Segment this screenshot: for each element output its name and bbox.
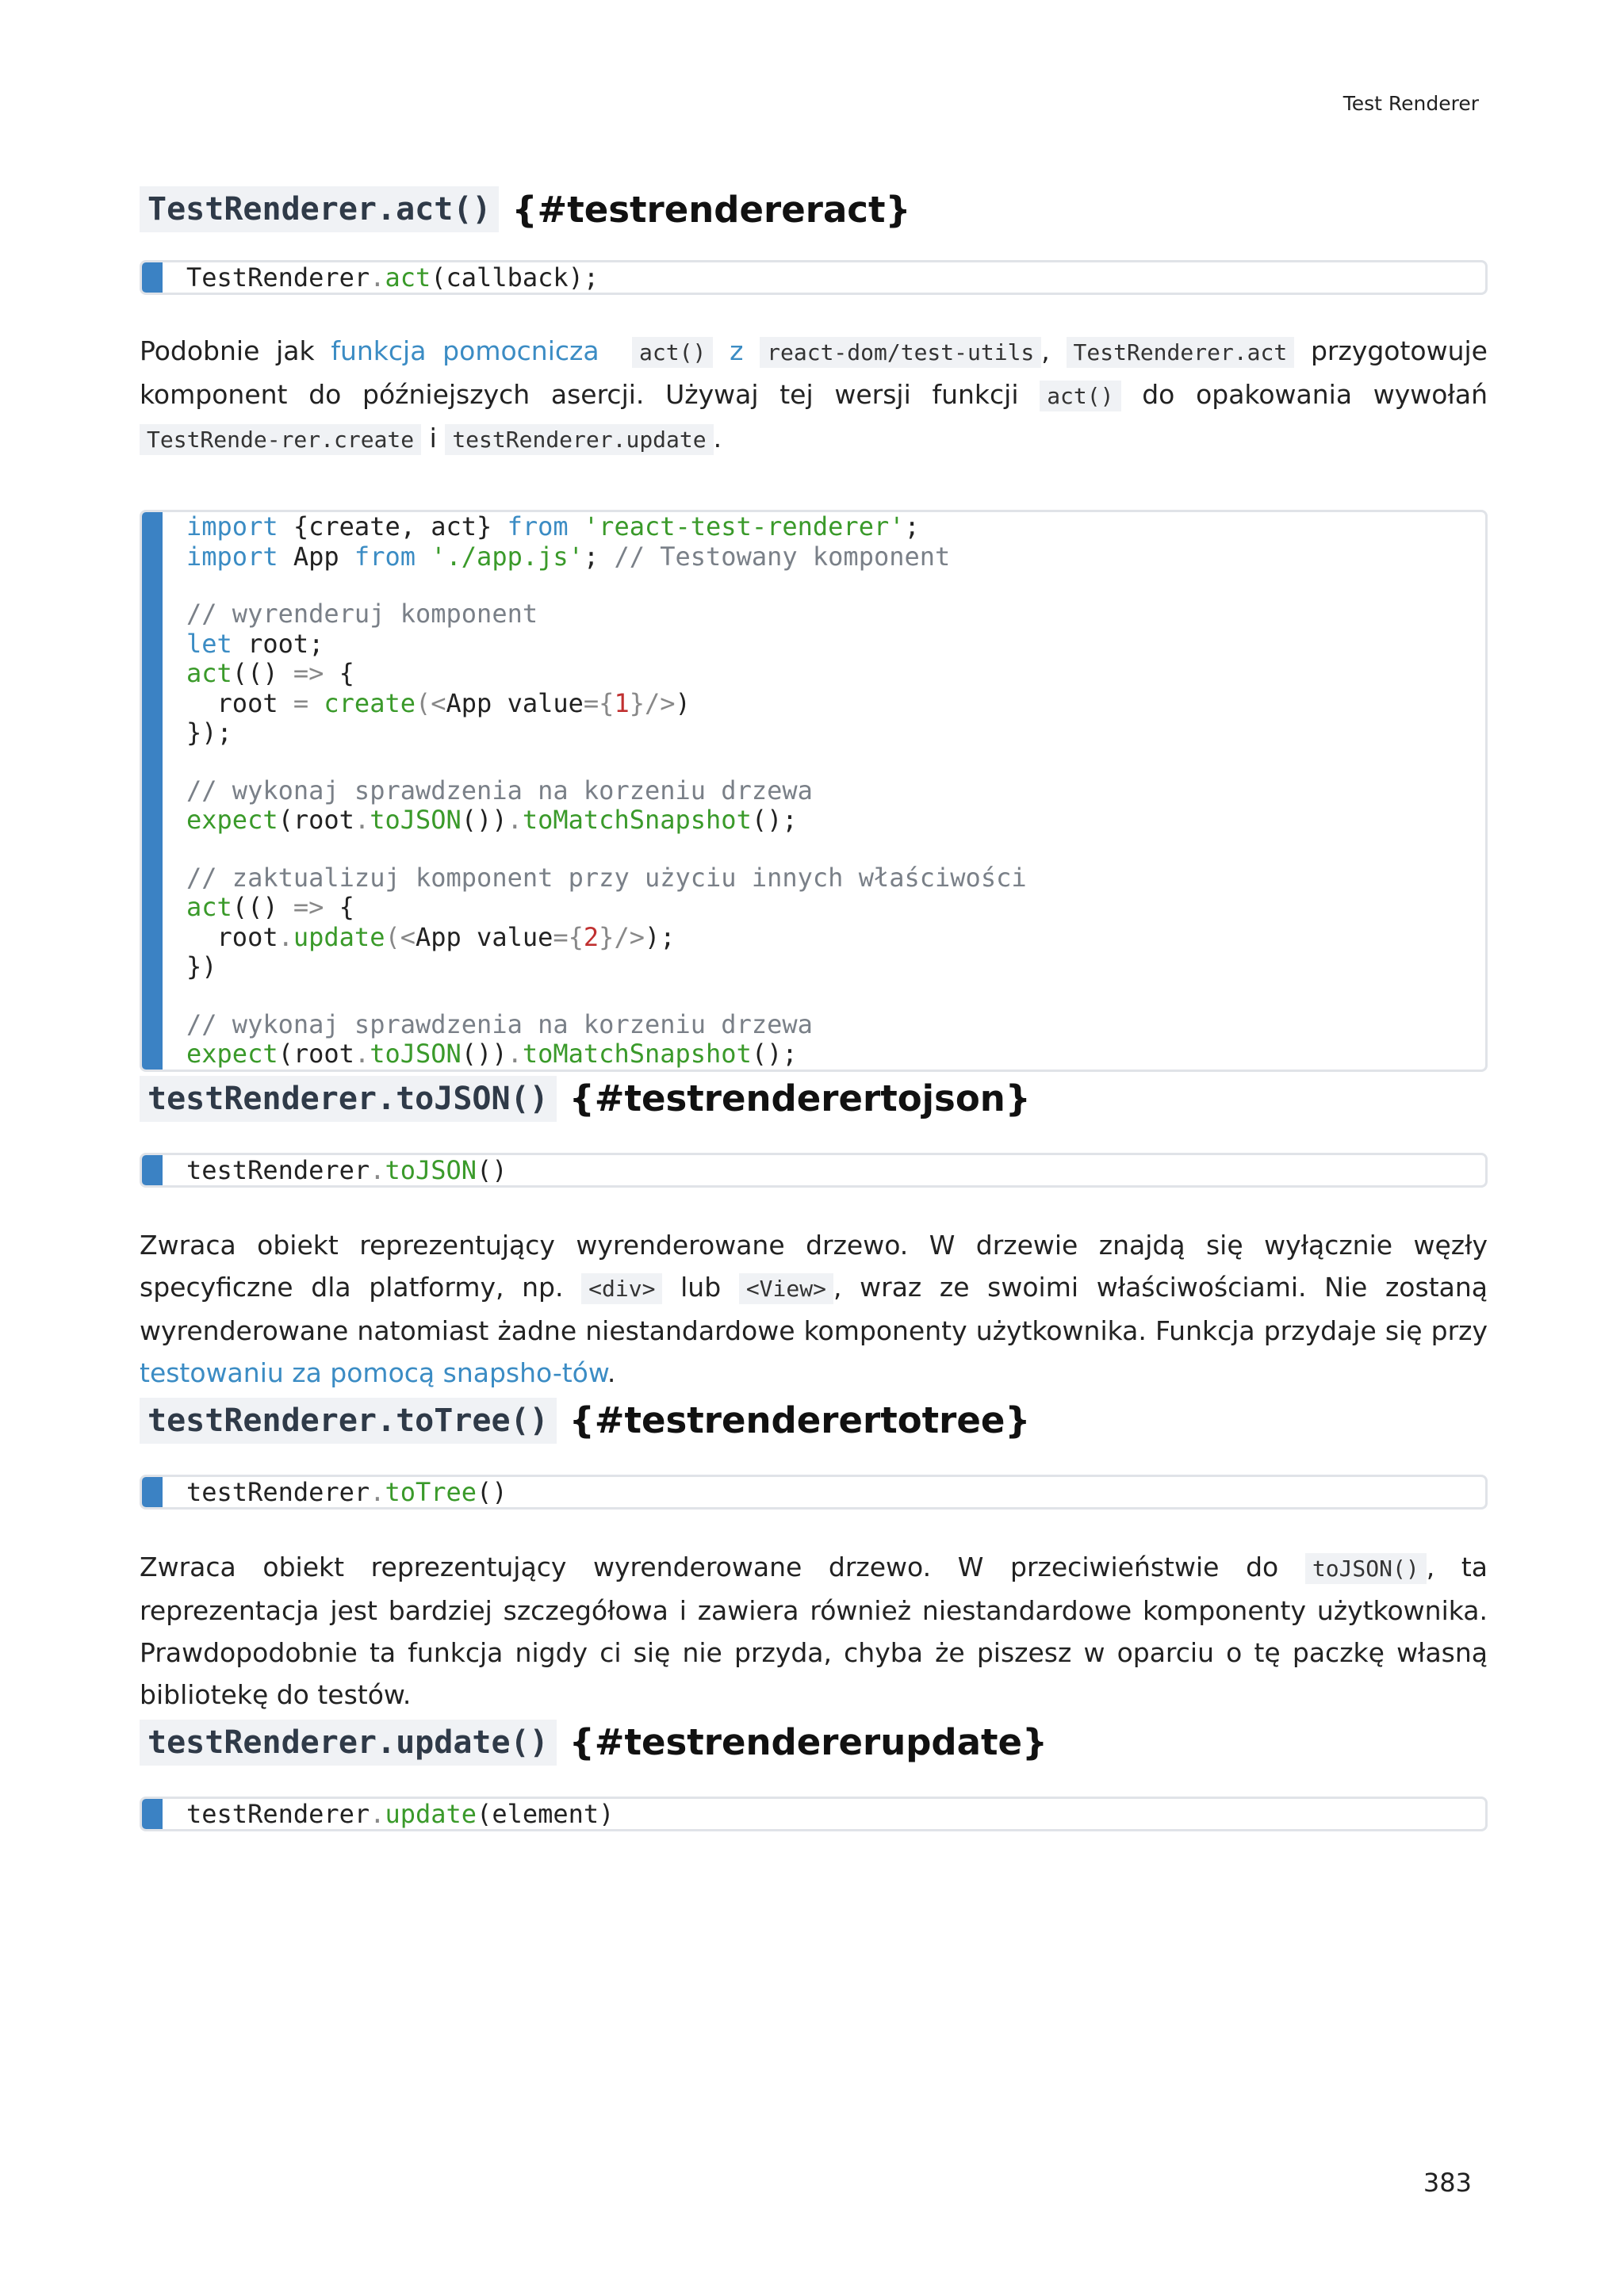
code-args: (element) — [477, 1798, 615, 1829]
code-args: () — [477, 1476, 508, 1507]
code-accent-bar — [142, 512, 163, 1070]
code-line: act(() => { — [186, 658, 354, 688]
text: , — [1041, 335, 1067, 366]
code-line: }) — [186, 951, 217, 982]
text: przygotowuje komponent do późniejszych asercji. Używaj tej wersji funkcji — [140, 335, 1488, 410]
signature-code-block — [140, 1153, 1488, 1188]
tojson-description — [140, 1224, 1488, 1394]
code-method: toTree — [385, 1476, 477, 1507]
code-blank-line — [186, 572, 1485, 599]
code-object: testRenderer — [186, 1154, 370, 1185]
text: . — [607, 1357, 616, 1388]
page-content — [140, 182, 1488, 1831]
code-accent-bar — [142, 1477, 163, 1507]
signature-code-block — [140, 260, 1488, 295]
code-line: root.update(<App value={2}/>); — [186, 921, 676, 952]
heading-signature: testRenderer.update() — [140, 1720, 557, 1766]
heading-signature: testRenderer.toJSON() — [140, 1076, 557, 1122]
text: , ta reprezentacja jest bardziej szczegółowa i zawiera również niestandardowe komponenty użytkownika. Prawdopodobnie ta funkcja nigdy ci się nie przyda, chyba że piszesz w oparciu o tę paczkę własną bibliotekę do testów. — [140, 1551, 1488, 1710]
code-args: () — [477, 1154, 508, 1185]
code-line: }); — [186, 718, 232, 748]
code-line: import {create, act} from 'react-test-renderer'; — [186, 511, 920, 541]
code-object: testRenderer — [186, 1798, 370, 1829]
section-heading-tojson — [140, 1072, 1488, 1126]
link-z[interactable]: z — [730, 335, 744, 366]
code-line: import App from './app.js'; // Testowany komponent — [186, 541, 951, 572]
text: . — [713, 423, 722, 453]
code-method: toJSON — [385, 1154, 477, 1185]
act-description — [140, 330, 1488, 461]
running-head: Test Renderer — [1342, 92, 1479, 115]
signature-code-block — [140, 1797, 1488, 1831]
text: Podobnie jak — [140, 335, 331, 366]
heading-signature: testRenderer.toTree() — [140, 1398, 557, 1444]
code-line: let root; — [186, 628, 324, 659]
inline-code: TestRenderer.act — [1067, 337, 1295, 368]
page-number: 383 — [1423, 2168, 1472, 2198]
text: Zwraca obiekt reprezentujący wyrenderowane drzewo. W drzewie znajdą się wyłącznie węzły specyficzne dla platformy, np. — [140, 1229, 1488, 1303]
text: , wraz ze swoimi właściwościami. Nie zostaną wyrenderowane natomiast żadne niestandardowe komponenty użytkownika. Funkcja przydaje się przy — [140, 1271, 1488, 1346]
code-blank-line — [186, 748, 1485, 776]
example-code-block — [140, 510, 1488, 1072]
code-line: // wykonaj sprawdzenia na korzeniu drzewa — [186, 1008, 813, 1039]
code-args: (callback); — [431, 262, 599, 293]
code-dot: . — [370, 1798, 385, 1829]
inline-code: <View> — [739, 1273, 833, 1304]
text: i — [421, 423, 446, 453]
inline-code: testRenderer.update — [445, 424, 713, 455]
totree-description — [140, 1546, 1488, 1716]
code-line: // wykonaj sprawdzenia na korzeniu drzewa — [186, 775, 813, 806]
code-blank-line — [186, 982, 1485, 1010]
code-method: update — [385, 1798, 477, 1829]
code-accent-bar — [142, 1799, 163, 1829]
code-line: // wyrenderuj komponent — [186, 599, 538, 629]
link-snapshot-testing[interactable]: testowaniu za pomocą snapsho-tów — [140, 1357, 607, 1388]
heading-anchor: {#testrenderertojson} — [569, 1077, 1031, 1119]
code-method: act — [385, 262, 431, 293]
section-heading-act — [140, 182, 1488, 236]
code-dot: . — [370, 262, 385, 293]
section-heading-totree — [140, 1394, 1488, 1448]
inline-code: react-dom/test-utils — [760, 337, 1041, 368]
heading-anchor: {#testrendereract} — [511, 188, 911, 231]
code-line: expect(root.toJSON()).toMatchSnapshot(); — [186, 805, 798, 835]
inline-code: toJSON() — [1305, 1553, 1427, 1584]
heading-signature: TestRenderer.act() — [140, 186, 499, 232]
code-dot: . — [370, 1476, 385, 1507]
code-accent-bar — [142, 1155, 163, 1185]
inline-code: act() — [1040, 381, 1120, 411]
code-line: // zaktualizuj komponent przy użyciu innych właściwości — [186, 862, 1027, 893]
code-object: testRenderer — [186, 1476, 370, 1507]
code-line: act(() => { — [186, 892, 354, 922]
code-line: root = create(<App value={1}/>) — [186, 687, 691, 718]
inline-code: act() — [632, 337, 713, 368]
text: lub — [662, 1271, 739, 1303]
inline-code: TestRende-rer.create — [140, 424, 421, 455]
heading-anchor: {#testrenderertotree} — [569, 1399, 1031, 1441]
text: Zwraca obiekt reprezentujący wyrenderowane drzewo. W przeciwieństwie do — [140, 1551, 1305, 1582]
text: do opakowania wywołań — [1120, 379, 1488, 410]
code-line: expect(root.toJSON()).toMatchSnapshot(); — [186, 1039, 798, 1069]
link-helper-function[interactable]: funkcja pomocnicza — [331, 335, 599, 366]
code-accent-bar — [142, 262, 163, 293]
inline-code: <div> — [581, 1273, 662, 1304]
signature-code-block — [140, 1475, 1488, 1510]
heading-anchor: {#testrendererupdate} — [569, 1721, 1048, 1763]
section-heading-update — [140, 1716, 1488, 1770]
code-blank-line — [186, 836, 1485, 863]
code-object: TestRenderer — [186, 262, 370, 293]
code-dot: . — [370, 1154, 385, 1185]
